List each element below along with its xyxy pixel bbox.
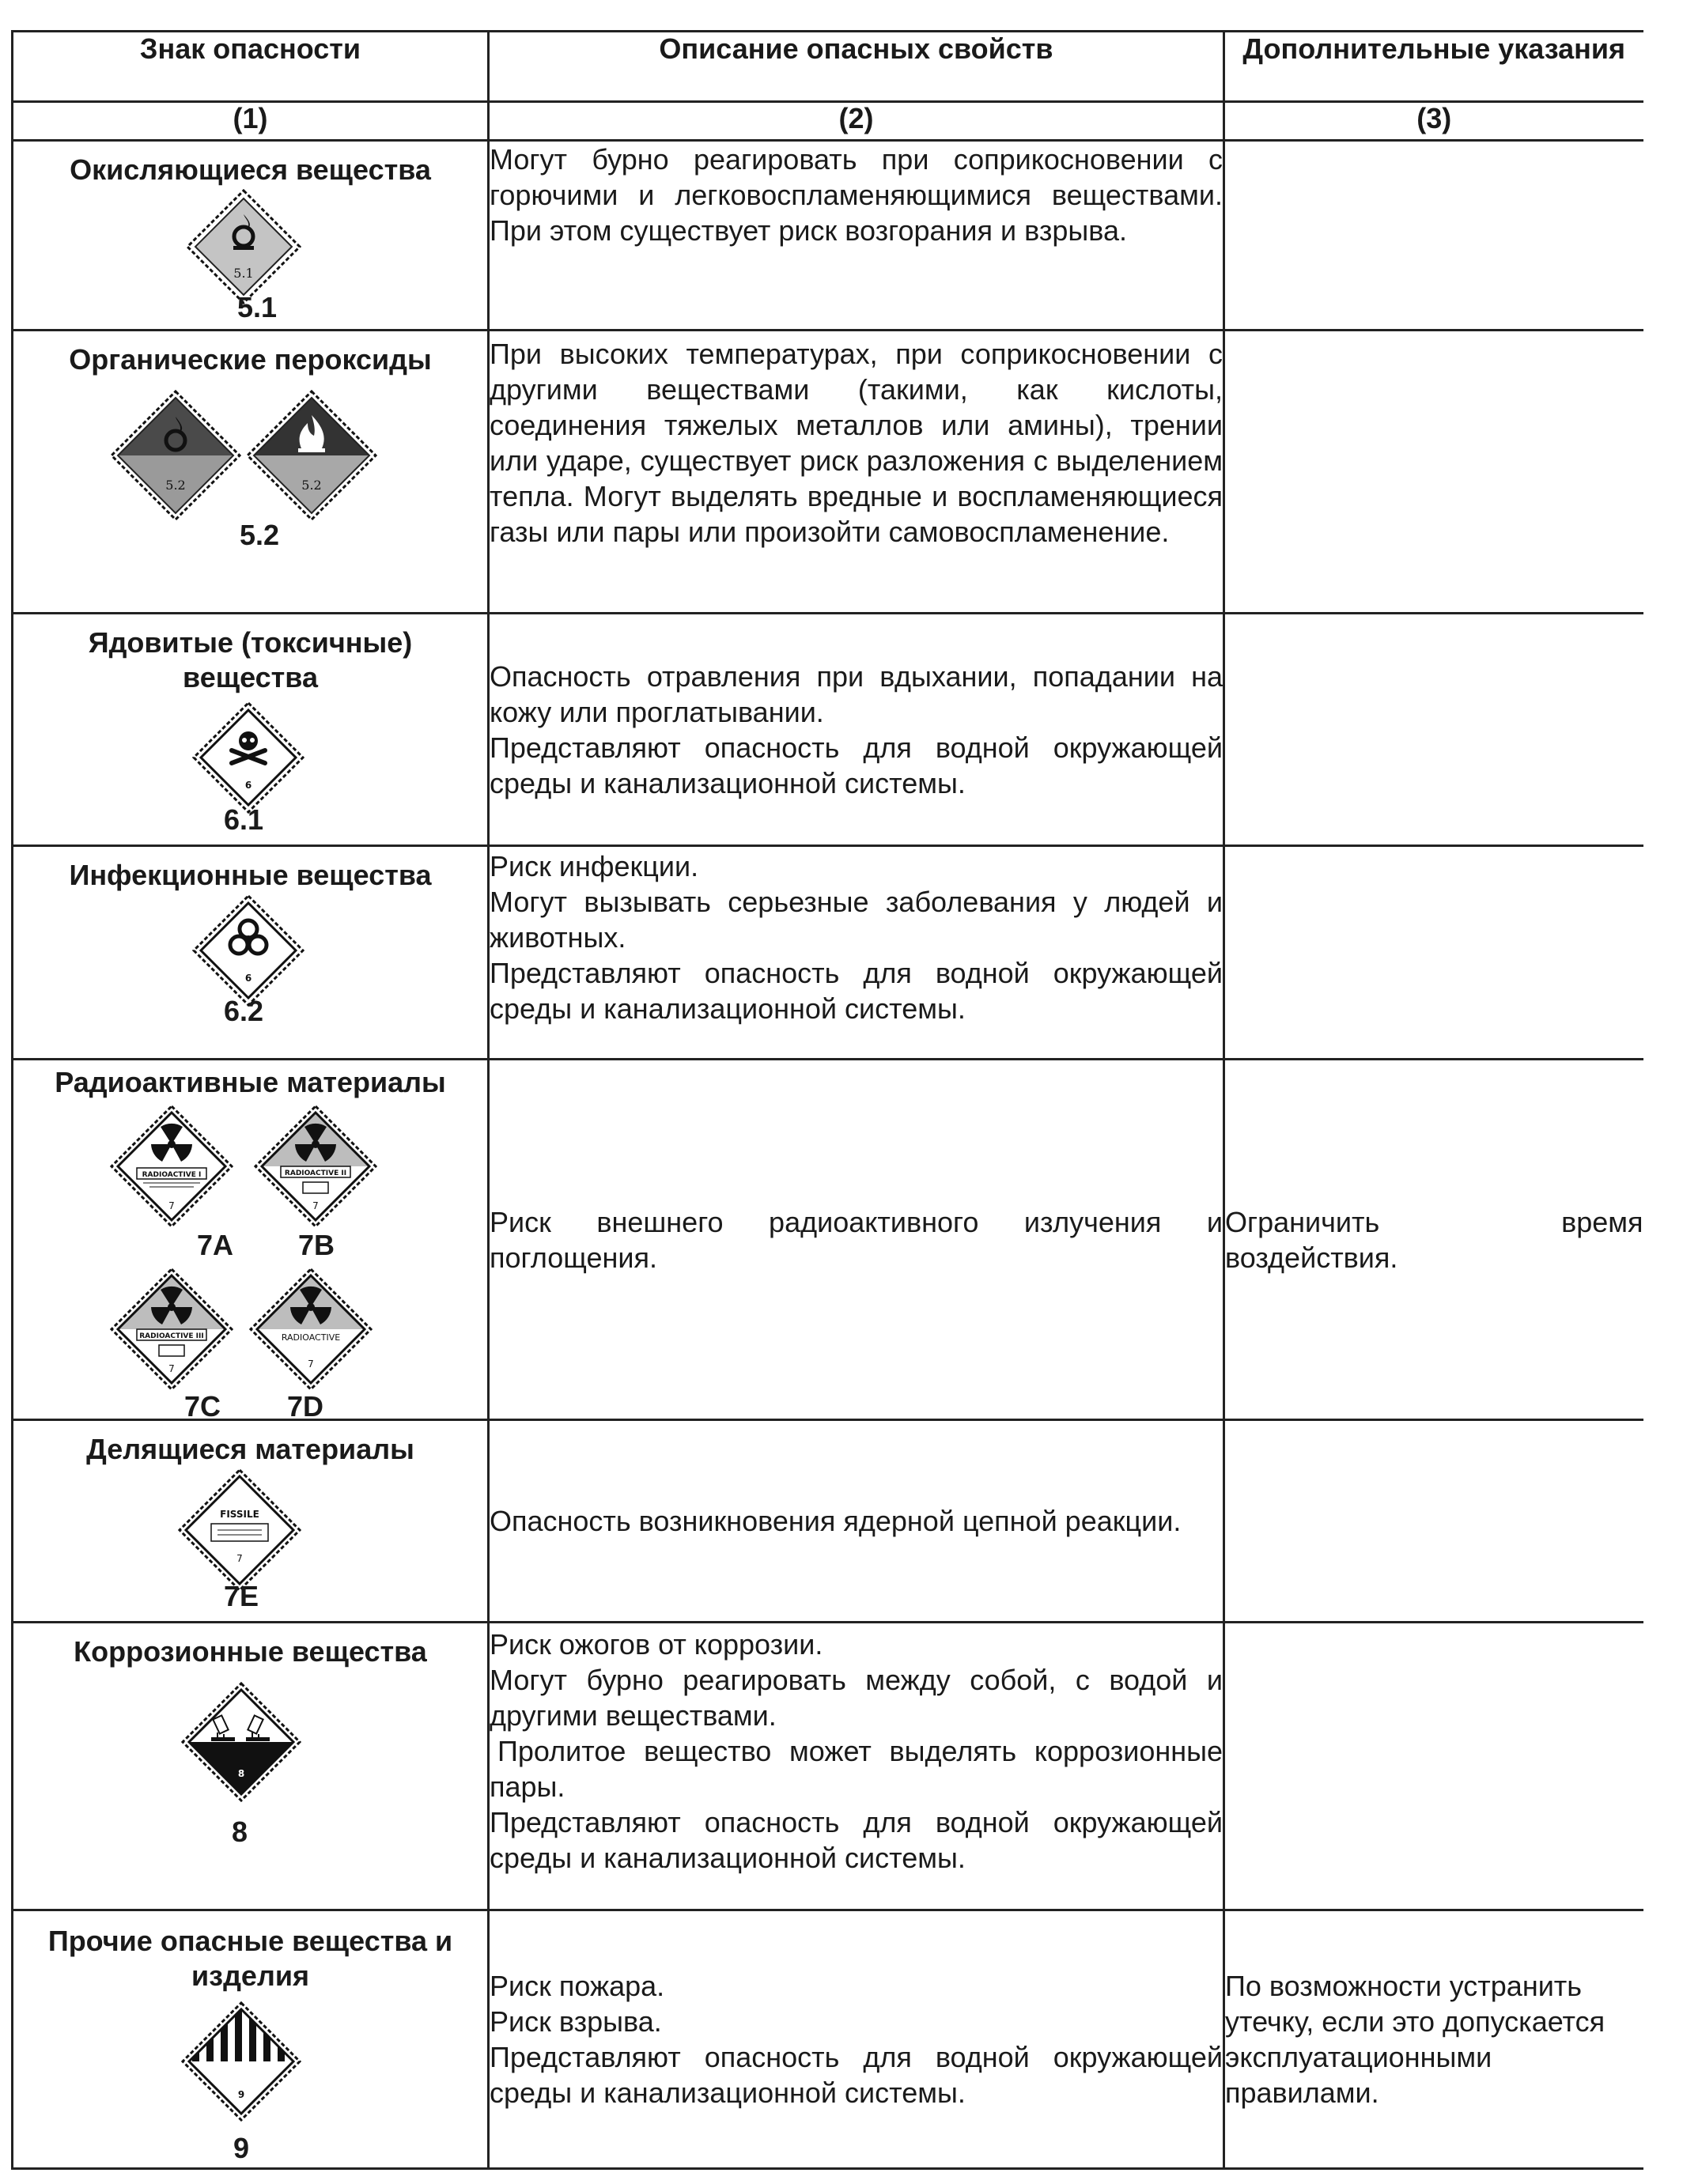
table-row	[13, 141, 1643, 331]
svg-text:6: 6	[244, 780, 252, 791]
column-number-row	[13, 102, 1643, 141]
svg-text:RADIOACTIVE: RADIOACTIVE	[281, 1332, 341, 1343]
sign-cell	[13, 1060, 489, 1423]
organic-peroxide-placard-flame-icon	[244, 388, 379, 523]
description-cell	[489, 1420, 1224, 1623]
sign-icons	[13, 1100, 490, 1423]
svg-text:5.1: 5.1	[233, 266, 254, 281]
additional-text: По возможности устранить утечку, если это допускается эксплуатационными правилами.	[1225, 1970, 1605, 2109]
description-text: Риск взрыва.	[490, 2005, 662, 2038]
svg-text:FISSILE: FISSILE	[220, 1509, 259, 1520]
column-number-3: (3)	[1224, 102, 1643, 141]
svg-text:RADIOACTIVE III: RADIOACTIVE III	[139, 1332, 204, 1340]
svg-text:5.2: 5.2	[165, 478, 186, 493]
column-number-2: (2)	[489, 102, 1224, 141]
svg-text:5.2: 5.2	[301, 478, 322, 493]
table-row	[13, 1623, 1643, 1910]
sign-icons	[13, 1467, 490, 1617]
oxidizer-placard-icon	[184, 187, 303, 306]
description-text: Представляют опасность для водной окружающей среды и канализационной системы.	[490, 731, 1223, 799]
hazard-code: 7B	[298, 1229, 335, 1261]
description-text: Опасность отравления при вдыхании, попадании на кожу или проглатывании.	[490, 659, 1223, 728]
description-cell	[489, 614, 1224, 846]
sign-cell	[13, 1910, 489, 2169]
svg-text:7: 7	[308, 1358, 314, 1370]
hazard-table-sheet	[11, 30, 1643, 2164]
description-text: Могут вызывать серьезные заболевания у людей и животных.	[490, 886, 1223, 954]
hazard-code: 7D	[287, 1390, 324, 1423]
sign-icons	[13, 695, 490, 837]
additional-cell	[1224, 331, 1643, 614]
miscellaneous-placard-icon	[180, 2000, 303, 2123]
sign-cell	[13, 1623, 489, 1910]
description-text: Могут бурно реагировать при соприкосновении с горючими и легковоспламеняющимися веществами. При этом существует риск возгорания и взрыва.	[490, 143, 1223, 247]
sign-cell	[13, 1420, 489, 1623]
hazard-code: 9	[233, 2132, 250, 2164]
additional-cell	[1224, 1910, 1643, 2169]
svg-text:6: 6	[244, 973, 252, 984]
table-row	[13, 1420, 1643, 1623]
additional-cell	[1224, 141, 1643, 331]
description-text: Опасность возникновения ядерной цепной реакции.	[490, 1505, 1182, 1537]
svg-text:7: 7	[236, 1553, 243, 1564]
description-text: Риск пожара.	[490, 1970, 665, 2002]
header-row	[13, 32, 1643, 102]
description-cell	[489, 1060, 1224, 1420]
svg-text:7: 7	[168, 1200, 175, 1211]
description-text: Пролитое вещество может выделять коррозионные пары.	[490, 1735, 1223, 1803]
table-row	[13, 1910, 1643, 2169]
radioactive-ii-placard-icon	[252, 1103, 379, 1230]
description-text: Риск внешнего радиоактивного излучения и поглощения.	[490, 1205, 1223, 1274]
table-row	[13, 846, 1643, 1060]
table-row	[13, 1060, 1643, 1420]
additional-cell	[1224, 846, 1643, 1060]
hazard-code: 6.2	[224, 995, 264, 1027]
svg-text:RADIOACTIVE II: RADIOACTIVE II	[284, 1169, 347, 1177]
hazard-code: 7A	[197, 1229, 234, 1261]
sign-icons	[13, 893, 490, 1051]
svg-text:9: 9	[237, 2089, 245, 2100]
description-cell	[489, 846, 1224, 1060]
sign-icons	[13, 1669, 490, 1875]
hazard-code: 7C	[184, 1390, 221, 1423]
column-number-1: (1)	[13, 102, 489, 141]
radioactive-i-placard-icon	[108, 1103, 235, 1230]
additional-cell	[1224, 1060, 1643, 1420]
radioactive-iii-placard-icon	[108, 1266, 235, 1392]
sign-title: Коррозионные вещества	[74, 1635, 427, 1668]
corrosive-placard-icon	[180, 1680, 303, 1804]
sign-icons	[13, 1993, 490, 2167]
fissile-placard-icon	[176, 1467, 303, 1593]
sign-title: Органические пероксиды	[69, 343, 432, 376]
sign-cell	[13, 141, 489, 331]
additional-cell	[1224, 1623, 1643, 1910]
additional-cell	[1224, 1420, 1643, 1623]
hazard-code: 5.2	[240, 519, 280, 551]
hazard-code: 8	[232, 1816, 248, 1848]
infectious-placard-icon	[191, 893, 306, 1008]
sign-title: Делящиеся материалы	[86, 1433, 414, 1465]
radioactive-placard-icon	[248, 1266, 374, 1392]
header-sign: Знак опасности	[13, 32, 489, 102]
hazard-code: 7E	[224, 1580, 259, 1612]
organic-peroxide-placard-icon	[108, 388, 243, 523]
svg-text:7: 7	[312, 1200, 319, 1211]
sign-cell	[13, 846, 489, 1060]
sign-icons	[13, 187, 490, 322]
description-text: Представляют опасность для водной окружающей среды и канализационной системы.	[490, 1806, 1223, 1874]
svg-text:7: 7	[168, 1363, 175, 1374]
header-additional: Дополнительные указания	[1224, 32, 1643, 102]
description-text: Представляют опасность для водной окружающей среды и канализационной системы.	[490, 2041, 1223, 2109]
sign-icons	[13, 377, 490, 583]
sign-title: Ядовитые (токсичные) вещества	[88, 626, 413, 693]
hazard-table	[11, 30, 1643, 2170]
svg-text:RADIOACTIVE I: RADIOACTIVE I	[142, 1171, 202, 1179]
description-text: Риск ожогов от коррозии.	[490, 1628, 823, 1661]
description-text: При высоких температурах, при соприкосновении с другими веществами (такими, как кислоты, соединения тяжелых металлов или амины), трении или ударе, существует риск разложения с выделением тепла. Могут выделять вредные и воспламеняющиеся газы или пары или произойти самовоспламенение.	[490, 338, 1223, 548]
hazard-code: 6.1	[224, 803, 264, 836]
header-description: Описание опасных свойств	[489, 32, 1224, 102]
table-row	[13, 614, 1643, 846]
sign-title: Инфекционные вещества	[69, 859, 432, 891]
toxic-placard-icon	[191, 700, 306, 815]
description-text: Представляют опасность для водной окружающей среды и канализационной системы.	[490, 957, 1223, 1025]
description-cell	[489, 141, 1224, 331]
hazard-code: 5.1	[237, 291, 278, 323]
additional-text: Ограничить время воздействия.	[1225, 1205, 1643, 1274]
sign-title: Радиоактивные материалы	[55, 1066, 446, 1098]
description-cell	[489, 1910, 1224, 2169]
table-row	[13, 331, 1643, 614]
sign-title: Окисляющиеся вещества	[70, 153, 431, 186]
sign-cell	[13, 614, 489, 846]
description-text: Риск инфекции.	[490, 850, 699, 882]
svg-text:8: 8	[237, 1768, 245, 1779]
description-cell	[489, 1623, 1224, 1910]
sign-cell	[13, 331, 489, 614]
sign-title: Прочие опасные вещества и изделия	[47, 1925, 453, 1992]
description-cell	[489, 331, 1224, 614]
additional-cell	[1224, 614, 1643, 846]
description-text: Могут бурно реагировать между собой, с водой и другими веществами.	[490, 1664, 1223, 1732]
